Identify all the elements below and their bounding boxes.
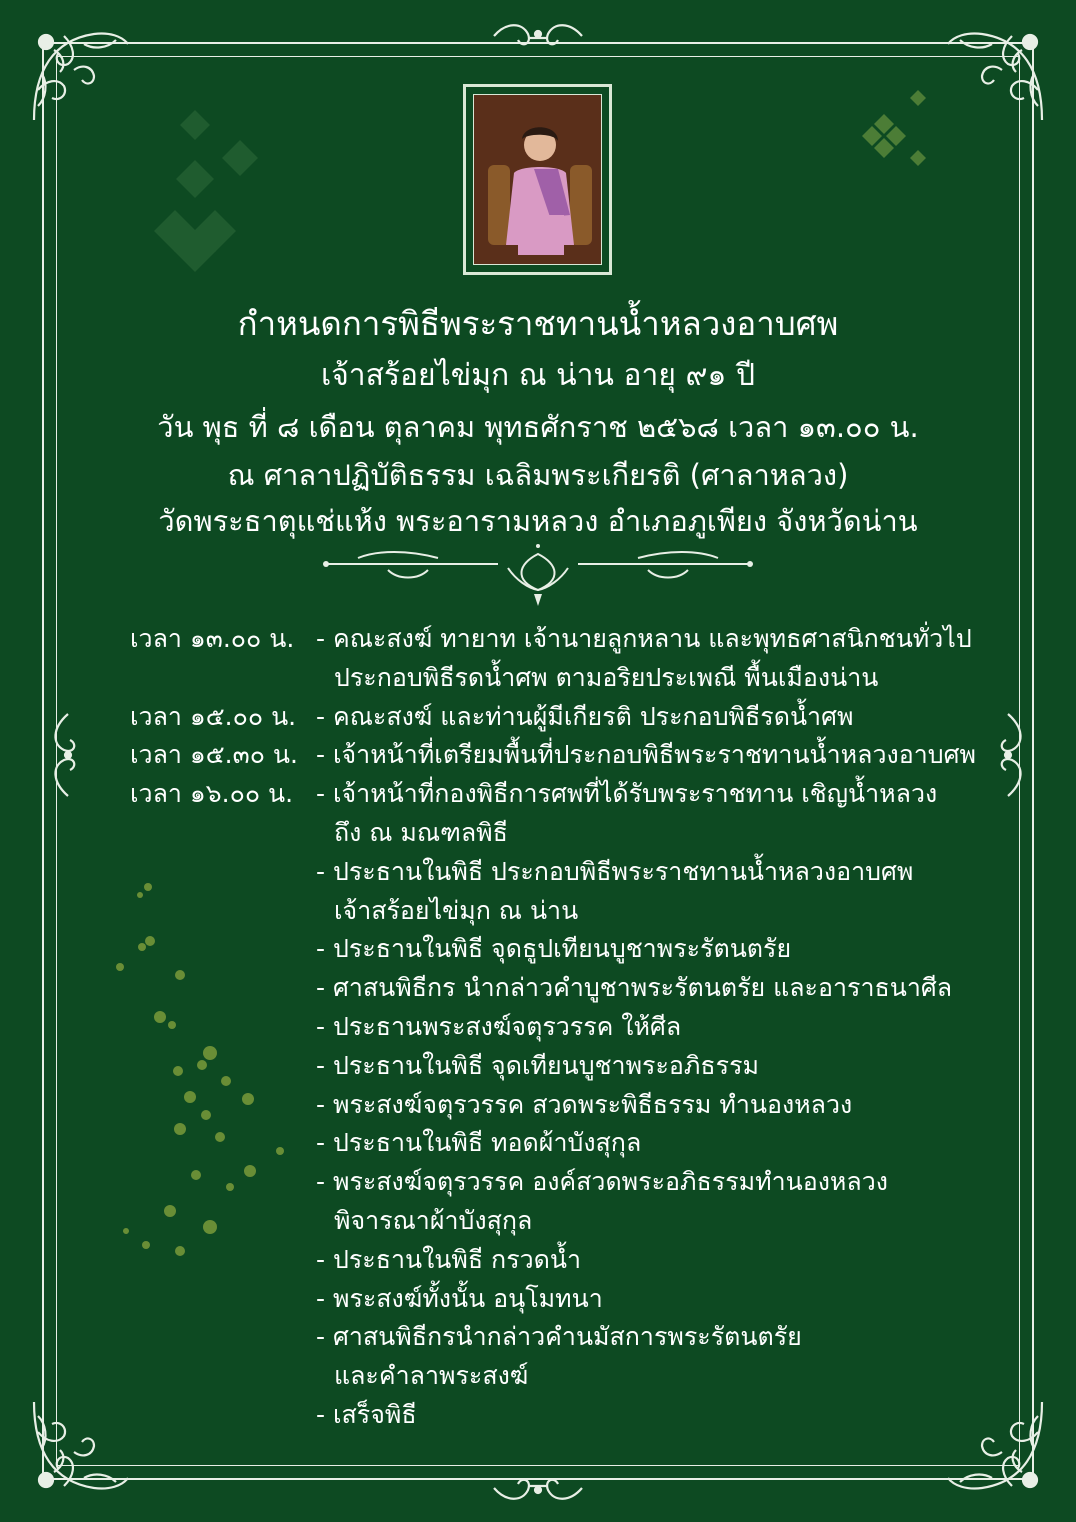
scroll-ornament-icon [488, 18, 588, 54]
ceremony-date-time: วัน พุธ ที่ ๘ เดือน ตุลาคม พุทธศักราช ๒๕๖๘ เวลา ๑๓.๐๐ น. [157, 410, 919, 444]
schedule-item: - พระสงฆ์จตุรวรรค องค์สวดพระอภิธรรมทำนองหลวง [316, 1167, 888, 1197]
schedule-item-continuation: พิจารณาผ้าบังสุกุล [334, 1205, 533, 1235]
schedule-time: เวลา ๑๖.๐๐ น. [130, 779, 294, 809]
schedule-time: เวลา ๑๕.๓๐ น. [130, 740, 298, 770]
schedule-item: - พระสงฆ์จตุรวรรค สวดพระพิธีธรรม ทำนองหลวง [316, 1089, 853, 1119]
flower-motif-icon [140, 100, 280, 280]
schedule-row [130, 1202, 1010, 1241]
schedule-item: - ศาสนพิธีกร นำกล่าวคำบูชาพระรัตนตรัย และอาราธนาศีล [316, 973, 953, 1003]
schedule-item: - คณะสงฆ์ ทายาท เจ้านายลูกหลาน และพุทธศาสนิกชนทั่วไป [316, 624, 972, 653]
portrait-frame [463, 84, 612, 275]
schedule-row [130, 620, 1010, 659]
schedule-row [130, 930, 1010, 969]
schedule-row [130, 1124, 1010, 1163]
corner-ornament-icon [942, 20, 1052, 130]
schedule-row [130, 1008, 1010, 1047]
schedule-row [130, 892, 1010, 931]
schedule-time: เวลา ๑๓.๐๐ น. [130, 624, 295, 653]
schedule-row [130, 814, 1010, 853]
ceremony-venue: ณ ศาลาปฏิบัติธรรม เฉลิมพระเกียรติ (ศาลาหลวง) [227, 458, 849, 492]
schedule-row [130, 1086, 1010, 1125]
schedule-list [130, 620, 1010, 1435]
schedule-item-continuation: และคำลาพระสงฆ์ [334, 1361, 529, 1391]
schedule-item: - ประธานในพิธี จุดธูปเทียนบูชาพระรัตนตรัย [316, 934, 792, 964]
portrait-photo-icon [473, 94, 602, 265]
deceased-name: เจ้าสร้อยไข่มุก ณ น่าน อายุ ๙๑ ปี [320, 358, 756, 393]
schedule-item: - พระสงฆ์ทั้งนั้น อนุโมทนา [316, 1283, 603, 1313]
schedule-row [130, 1396, 1010, 1435]
divider-ornament-icon [318, 540, 758, 610]
schedule-row [130, 1280, 1010, 1319]
schedule-item: - เจ้าหน้าที่เตรียมพื้นที่ประกอบพิธีพระราชทานน้ำหลวงอาบศพ [316, 740, 976, 770]
schedule-row [130, 1318, 1010, 1357]
schedule-item: - เสร็จพิธี [316, 1399, 417, 1429]
schedule-item-continuation: ถึง ณ มณฑลพิธี [334, 817, 508, 847]
schedule-item: - ประธานในพิธี กรวดน้ำ [316, 1244, 582, 1274]
schedule-item: - ประธานในพิธี ประกอบพิธีพระราชทานน้ำหลวงอาบศพ [316, 856, 914, 886]
schedule-row [130, 736, 1010, 775]
schedule-item-continuation: ประกอบพิธีรดน้ำศพ ตามอริยประเพณี พื้นเมืองน่าน [334, 662, 879, 692]
scroll-ornament-icon [488, 1470, 588, 1506]
schedule-row [130, 1357, 1010, 1396]
corner-ornament-icon [24, 20, 134, 130]
schedule-row [130, 1163, 1010, 1202]
corner-ornament-icon [24, 1392, 134, 1502]
flower-motif-icon [858, 84, 948, 184]
schedule-row [130, 659, 1010, 698]
schedule-row [130, 853, 1010, 892]
schedule-item: - ประธานพระสงฆ์จตุรวรรค ให้ศีล [316, 1011, 682, 1041]
side-scroll-ornament-icon [48, 710, 88, 800]
schedule-item-continuation: เจ้าสร้อยไข่มุก ณ น่าน [334, 895, 579, 925]
schedule-time: เวลา ๑๕.๐๐ น. [130, 701, 297, 731]
ceremony-title: กำหนดการพิธีพระราชทานน้ำหลวงอาบศพ [237, 304, 839, 343]
schedule-row [130, 698, 1010, 737]
schedule-item: - คณะสงฆ์ และท่านผู้มีเกียรติ ประกอบพิธีรดน้ำศพ [316, 701, 854, 731]
ceremony-temple: วัดพระธาตุแช่แห้ง พระอารามหลวง อำเภอภูเพียง จังหวัดน่าน [158, 504, 918, 538]
schedule-item: - เจ้าหน้าที่กองพิธีการศพที่ได้รับพระราชทาน เชิญน้ำหลวง [316, 779, 938, 809]
schedule-row [130, 1241, 1010, 1280]
schedule-row [130, 969, 1010, 1008]
schedule-item: - ศาสนพิธีกรนำกล่าวคำนมัสการพระรัตนตรัย [316, 1322, 802, 1352]
schedule-item: - ประธานในพิธี ทอดผ้าบังสุกุล [316, 1128, 642, 1158]
schedule-item: - ประธานในพิธี จุดเทียนบูชาพระอภิธรรม [316, 1050, 760, 1080]
schedule-row [130, 1047, 1010, 1086]
schedule-row [130, 775, 1010, 814]
